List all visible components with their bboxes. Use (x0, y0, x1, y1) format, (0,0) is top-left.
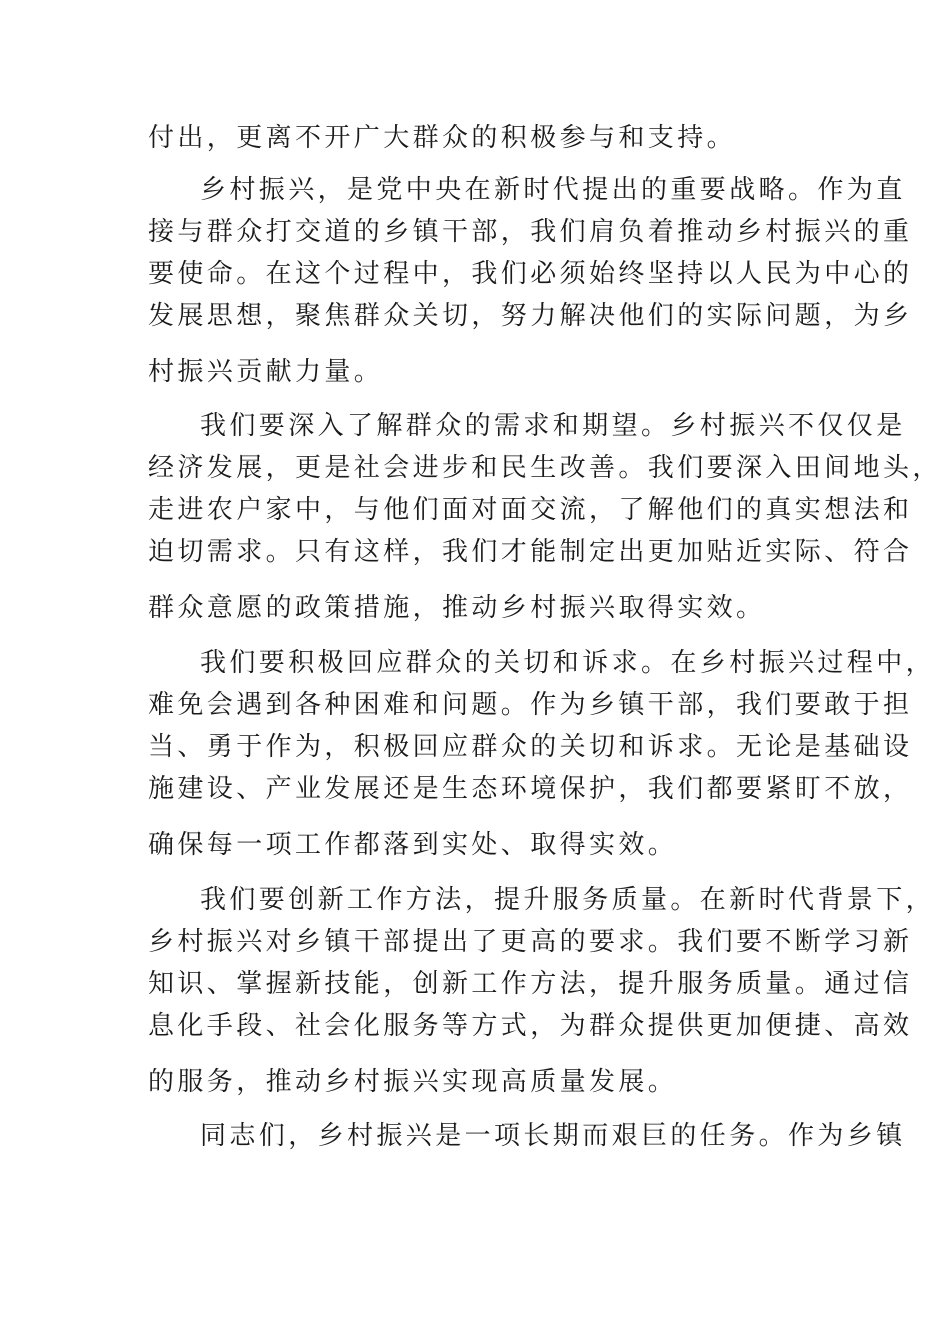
paragraph-3-line-2: 经济发展，更是社会进步和民生改善。我们要深入田间地头， (148, 453, 942, 483)
paragraph-6-line-1: 同志们，乡村振兴是一项长期而艰巨的任务。作为乡镇 (200, 1121, 906, 1151)
paragraph-2-line-4: 发展思想，聚焦群众关切，努力解决他们的实际问题，为乡 (148, 301, 913, 331)
paragraph-4-line-3: 当、勇于作为，积极回应群众的关切和诉求。无论是基础设 (148, 732, 913, 762)
paragraph-3-line-1: 我们要深入了解群众的需求和期望。乡村振兴不仅仅是 (200, 411, 906, 441)
paragraph-5-line-2: 乡村振兴对乡镇干部提出了更高的要求。我们要不断学习新 (148, 927, 913, 957)
paragraph-3-line-4: 迫切需求。只有这样，我们才能制定出更加贴近实际、符合 (148, 537, 913, 567)
paragraph-4-line-1: 我们要积极回应群众的关切和诉求。在乡村振兴过程中， (200, 648, 936, 678)
paragraph-3-line-3: 走进农户家中，与他们面对面交流，了解他们的真实想法和 (148, 495, 913, 525)
paragraph-4-line-2: 难免会遇到各种困难和问题。作为乡镇干部，我们要敢于担 (148, 690, 913, 720)
paragraph-4-line-4: 施建设、产业发展还是生态环境保护，我们都要紧盯不放， (148, 774, 913, 804)
paragraph-2-line-2: 接与群众打交道的乡镇干部，我们肩负着推动乡村振兴的重 (148, 217, 913, 247)
paragraph-1-line-1: 付出，更离不开广大群众的积极参与和支持。 (148, 123, 737, 153)
paragraph-3-line-5: 群众意愿的政策措施，推动乡村振兴取得实效。 (148, 593, 766, 623)
paragraph-2-line-1: 乡村振兴，是党中央在新时代提出的重要战略。作为直 (200, 175, 906, 205)
paragraph-5-line-4: 息化手段、社会化服务等方式，为群众提供更加便捷、高效 (148, 1011, 913, 1041)
paragraph-5-line-1: 我们要创新工作方法，提升服务质量。在新时代背景下， (200, 885, 936, 915)
paragraph-2-line-5: 村振兴贡献力量。 (148, 357, 384, 387)
paragraph-5-line-3: 知识、掌握新技能，创新工作方法，提升服务质量。通过信 (148, 969, 913, 999)
paragraph-2-line-3: 要使命。在这个过程中，我们必须始终坚持以人民为中心的 (148, 259, 913, 289)
paragraph-5-line-5: 的服务，推动乡村振兴实现高质量发展。 (148, 1067, 678, 1097)
paragraph-4-line-5: 确保每一项工作都落到实处、取得实效。 (148, 830, 678, 860)
